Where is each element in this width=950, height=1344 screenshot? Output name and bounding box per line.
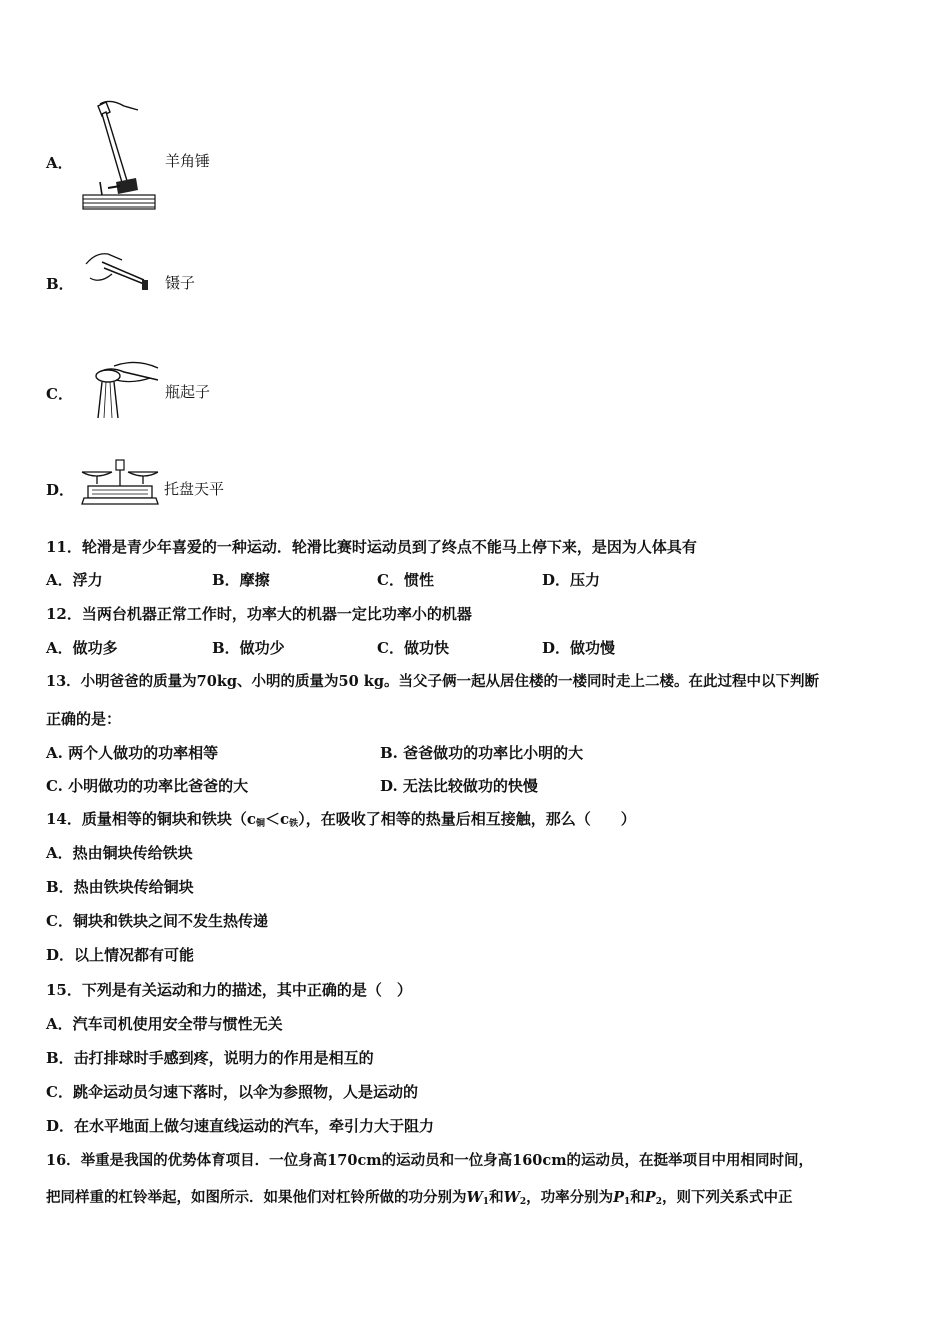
q15-option-d: D．在水平地面上做匀速直线运动的汽车，牵引力大于阻力 (46, 1117, 435, 1135)
q10-option-b-letter: B． (46, 275, 74, 293)
q11-option-d: D．压力 (542, 571, 601, 589)
q13-option-c: C. 小明做功的功率比爸爸的大 (46, 777, 249, 795)
q16-p2-symbol: P (644, 1189, 656, 1206)
q16-p1-sub: 1 (624, 1197, 631, 1207)
q13-option-d: D. 无法比较做功的快慢 (380, 777, 538, 795)
q13-stem-line2: 正确的是： (46, 710, 122, 728)
pan-balance-figure (78, 458, 162, 506)
q11-stem: 11．轮滑是青少年喜爱的一种运动．轮滑比赛时运动员到了终点不能马上停下来，是因为人体具有 (46, 538, 697, 556)
q11-option-b: B．摩擦 (212, 571, 270, 589)
q16-line1: 16．举重是我国的优势体育项目．一位身高170cm的运动员和一位身高160cm的运动员，在挺举项目中用相同时间， (46, 1152, 814, 1169)
q15-stem: 15．下列是有关运动和力的描述，其中正确的是（ ） (46, 981, 412, 999)
q16-line2-b: ，功率分别为 (526, 1189, 614, 1206)
q14-sub-iron: 铁 (289, 819, 299, 829)
q16-and1: 和 (489, 1189, 504, 1206)
q11-option-c: C．惯性 (377, 571, 434, 589)
q16-p1-symbol: P (613, 1189, 625, 1206)
q10-option-b-text: 镊子 (165, 274, 196, 292)
q10-option-a-text: 羊角锤 (165, 152, 211, 170)
q13-option-b: B. 爸爸做功的功率比小明的大 (380, 744, 584, 762)
q15-option-c: C．跳伞运动员匀速下落时，以伞为参照物，人是运动的 (46, 1083, 418, 1101)
q14-option-d: D．以上情况都有可能 (46, 946, 195, 964)
q16-line2-c: ，则下列关系式中正 (661, 1189, 793, 1206)
q16-w2-symbol: W (503, 1189, 520, 1206)
q12-option-b: B．做功少 (212, 639, 285, 657)
q10-option-c-letter: C． (46, 385, 73, 403)
q13-option-a: A. 两个人做功的功率相等 (46, 744, 219, 762)
q15-option-b: B．击打排球时手感到疼，说明力的作用是相互的 (46, 1049, 374, 1067)
tweezers-figure (82, 244, 162, 294)
claw-hammer-figure (80, 98, 158, 213)
q14-stem-pre: 14．质量相等的铜块和铁块（c (46, 810, 257, 828)
q14-sub-copper: 铜 (256, 819, 266, 829)
q14-stem-mid: ＜c (265, 810, 290, 828)
q14-option-c: C．铜块和铁块之间不发生热传递 (46, 912, 268, 930)
q16-line2-a: 把同样重的杠铃举起，如图所示．如果他们对杠铃所做的功分别为 (46, 1189, 467, 1206)
q12-stem: 12．当两台机器正常工作时，功率大的机器一定比功率小的机器 (46, 605, 472, 623)
q12-option-d: D．做功慢 (542, 639, 616, 657)
q14-stem-post: ），在吸收了相等的热量后相互接触，那么（ ） (298, 810, 636, 828)
q16-w2-sub: 2 (519, 1197, 527, 1207)
q13-stem-line1: 13．小明爸爸的质量为70kg、小明的质量为50 kg。当父子俩一起从居住楼的一楼同时走上二楼。在此过程中以下判断 (46, 673, 819, 690)
q16-p2-sub: 2 (655, 1197, 662, 1207)
q10-option-d-text: 托盘天平 (164, 480, 225, 498)
q16-and2: 和 (630, 1189, 645, 1206)
q11-option-a: A．浮力 (46, 571, 103, 589)
q12-option-a: A．做功多 (46, 639, 118, 657)
q16-w1-sub: 1 (482, 1197, 490, 1207)
q16-line2 (46, 1188, 792, 1212)
q10-option-d-letter: D． (46, 481, 75, 499)
q12-option-c: C．做功快 (377, 639, 449, 657)
q16-w1-symbol: W (466, 1189, 483, 1206)
q10-option-c-text: 瓶起子 (165, 383, 211, 401)
q14-option-a: A．热由铜块传给铁块 (46, 844, 193, 862)
bottle-opener-figure (80, 358, 162, 420)
q15-option-a: A．汽车司机使用安全带与惯性无关 (46, 1015, 283, 1033)
q14-stem (46, 809, 636, 834)
q10-option-a-letter: A． (46, 154, 73, 172)
q14-option-b: B．热由铁块传给铜块 (46, 878, 194, 896)
